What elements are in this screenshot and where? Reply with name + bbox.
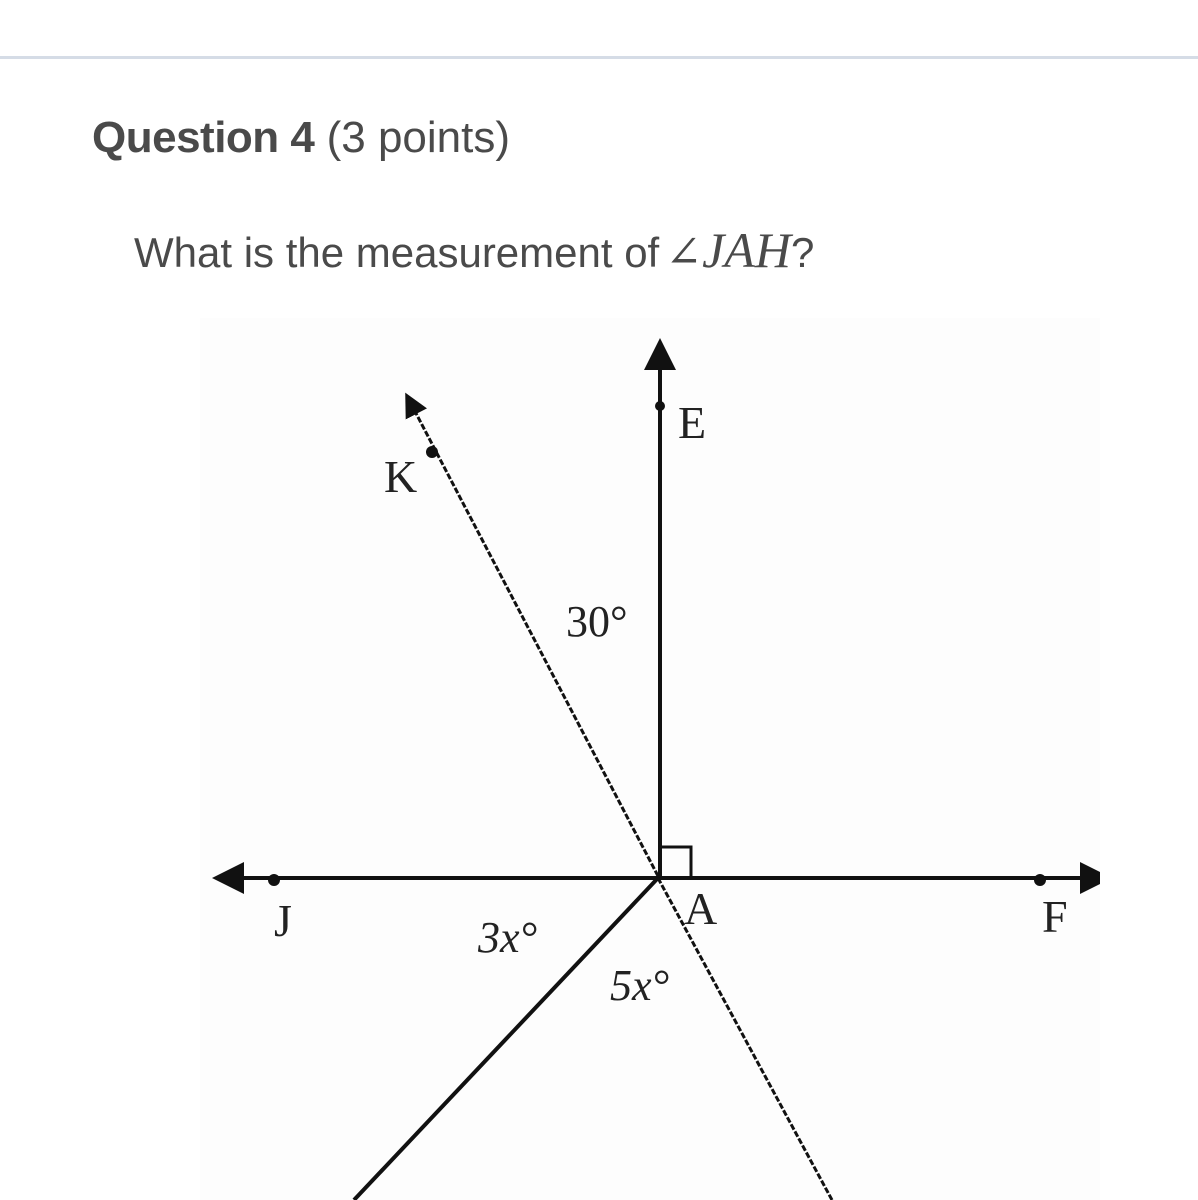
prompt-end: ? bbox=[790, 229, 815, 276]
angle-name: JAH bbox=[702, 222, 791, 278]
right-angle-marker bbox=[662, 847, 691, 876]
label-k: K bbox=[384, 451, 418, 502]
angle-label-30: 30° bbox=[566, 597, 628, 646]
label-a: A bbox=[684, 883, 718, 934]
question-header bbox=[92, 112, 510, 165]
top-divider bbox=[0, 0, 1198, 59]
angle-diagram bbox=[200, 318, 1100, 1200]
point-e bbox=[655, 401, 665, 411]
angle-label-5x: 5x° bbox=[610, 961, 670, 1010]
label-e: E bbox=[678, 397, 707, 448]
question-title: Question 4 bbox=[92, 113, 315, 162]
prompt-text: What is the measurement of bbox=[134, 229, 660, 276]
question-prompt bbox=[134, 220, 814, 280]
label-f: F bbox=[1042, 891, 1068, 942]
point-k bbox=[426, 446, 438, 458]
diagram bbox=[200, 318, 1100, 1200]
angle-label-3x: 3x° bbox=[478, 913, 538, 962]
point-j bbox=[268, 874, 280, 886]
angle-symbol: ∠ bbox=[665, 227, 703, 278]
label-j: J bbox=[274, 895, 292, 946]
point-f bbox=[1034, 874, 1046, 886]
question-points: (3 points) bbox=[326, 113, 511, 162]
